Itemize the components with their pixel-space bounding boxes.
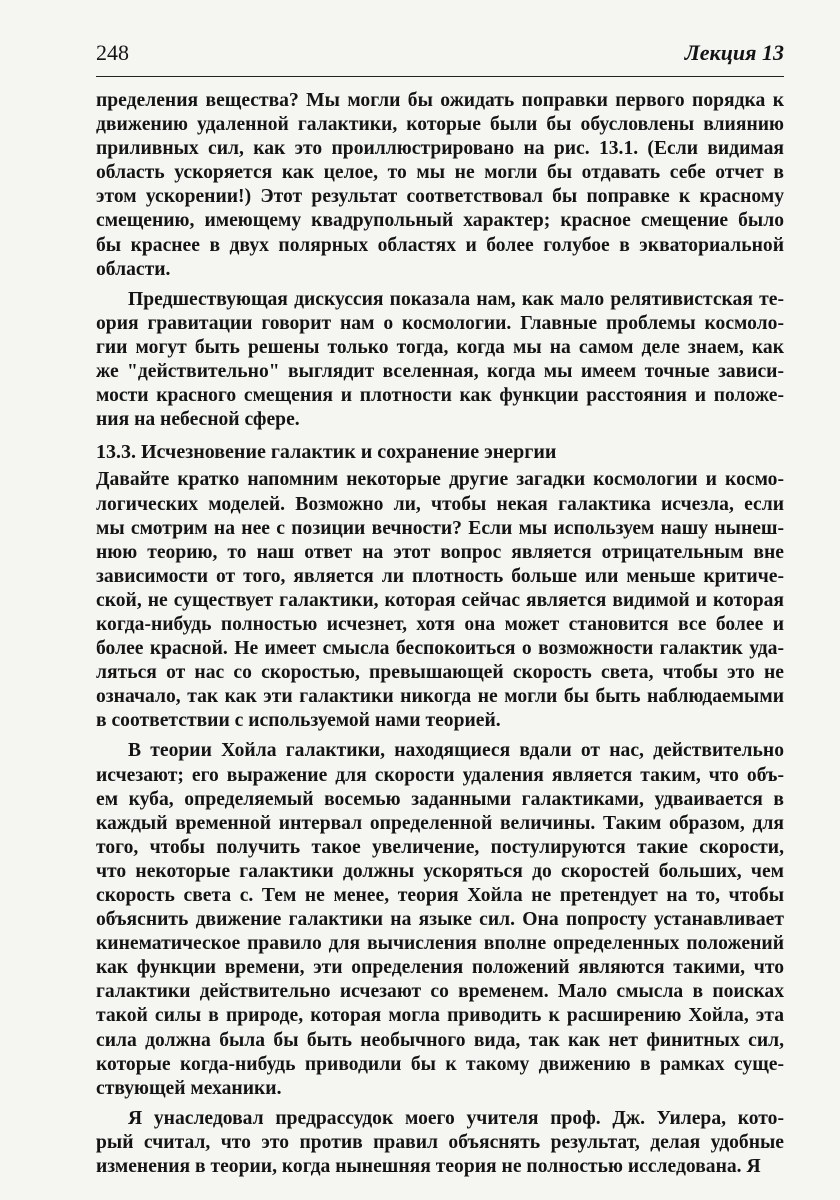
page-header — [96, 40, 784, 77]
text-line: Предшествующая дискуссия показала нам, как мало релятивистская те- — [128, 288, 784, 310]
text-line: в соответствии с используемой нами теорией. — [96, 710, 501, 732]
text-line: такой силы в природе, которая могла приводить к расширению Хойла, эта — [96, 1005, 784, 1027]
text-line: смещению, имеющему квадрупольный характер; красное смещение было — [96, 210, 784, 232]
page-body — [96, 89, 784, 1179]
text-line: мы смотрим на нее с позиции вечности? Если мы используем нашу нынеш- — [96, 517, 784, 539]
pre-section-text — [96, 89, 784, 432]
text-line: приливных сил, как это проиллюстрировано на рис. 13.1. (Если видимая — [96, 138, 784, 160]
paragraph — [96, 739, 784, 1100]
text-line: ния на небесной сфере. — [96, 409, 300, 431]
text-line: ляться от нас со скоростью, превышающей скорость света, чтобы это не — [96, 662, 784, 684]
text-line: ствующей механики. — [96, 1077, 282, 1099]
text-line: логических моделей. Возможно ли, чтобы некая галактика исчезла, если — [96, 493, 784, 515]
text-line: когда-нибудь полностью исчезнет, хотя она может становится все более и — [96, 613, 784, 635]
text-line: более красной. Не имеет смысла беспокоиться о возможности галактик уда- — [96, 638, 784, 660]
running-title: Лекция 13 — [684, 40, 784, 65]
text-line: изменения в теории, когда нынешняя теория не полностью исследована. Я — [96, 1156, 761, 1178]
text-line: ем куба, определяемый восемью заданными галактиками, удваивается в — [96, 788, 784, 810]
section-body-text — [96, 468, 784, 1179]
text-line: как функции времени, эти определения положений являются такими, что — [96, 957, 784, 979]
text-line: бы краснее в двух полярных областях и более голубое в экваториальной — [96, 234, 784, 256]
text-line: же "действительно" выглядит вселенная, когда мы имеем точные зависи- — [96, 361, 784, 383]
text-line: Я унаследовал предрассудок моего учителя проф. Дж. Уилера, кото- — [128, 1107, 784, 1129]
text-line: того, чтобы получить такое увеличение, постулируются такие скорости, — [96, 836, 784, 858]
text-line: пределения вещества? Мы могли бы ожидать поправки первого порядка к — [96, 90, 784, 111]
text-line: область ускоряется как целое, то мы не могли бы отдавать себе отчет в — [96, 162, 784, 184]
text-line: галактики действительно исчезают со временем. Мало смысла в поисках — [96, 981, 784, 1003]
paragraph — [96, 89, 784, 282]
text-line: ория гравитации говорит нам о космологии. Главные проблемы космоло- — [96, 312, 784, 334]
text-line: области. — [96, 258, 171, 280]
text-line: этом ускорении!) Этот результат соответствовал бы поправке к красному — [96, 186, 784, 208]
text-line: В теории Хойла галактики, находящиеся вдали от нас, действительно — [128, 740, 784, 762]
text-line: рый считал, что это против правил объяснять результат, делая удобные — [96, 1131, 784, 1153]
text-line: означало, так как эти галактики никогда не могли бы быть наблюдаемыми — [96, 686, 784, 708]
section-heading: 13.3. Исчезновение галактик и сохранение энергии — [96, 441, 557, 464]
text-line: что некоторые галактики должны ускоряться до скоростей больших, чем — [96, 860, 784, 882]
text-line: Давайте кратко напомним некоторые другие загадки космологии и космо- — [96, 469, 784, 491]
text-line: ской, не существует галактики, которая сейчас является видимой и которая — [96, 589, 784, 611]
paragraph — [96, 468, 784, 733]
text-line: нюю теорию, то наш ответ на этот вопрос является отрицательным вне — [96, 541, 784, 563]
text-line: объяснить движение галактики на языке сил. Она попросту устанавливает — [96, 909, 784, 931]
paragraph — [96, 1107, 784, 1179]
text-line: движению удаленной галактики, которые были бы обусловлены влиянию — [96, 114, 784, 136]
text-line: скорость света c. Тем не менее, теория Хойла не претендует на то, чтобы — [96, 885, 784, 906]
text-line: зависимости от того, является ли плотность больше или меньше критиче- — [96, 565, 784, 587]
page-number: 248 — [96, 40, 129, 65]
text-line: кинематическое правило для вычисления вполне определенных положений — [96, 933, 784, 955]
text-line: каждый временной интервал определенной величины. Таким образом, для — [96, 812, 784, 834]
text-line: исчезают; его выражение для скорости удаления является таким, что объ- — [96, 764, 784, 786]
text-line: гии могут быть решены только тогда, когда мы на самом деле знаем, как — [96, 336, 784, 358]
book-page — [96, 40, 784, 1179]
text-line: мости красного смещения и плотности как функции расстояния и положе- — [96, 385, 784, 407]
text-line: которые когда-нибудь приводили бы к такому движению в рамках суще- — [96, 1053, 784, 1075]
text-line: сила должна была бы быть необычного вида, так как нет финитных сил, — [96, 1029, 784, 1051]
paragraph — [96, 288, 784, 433]
